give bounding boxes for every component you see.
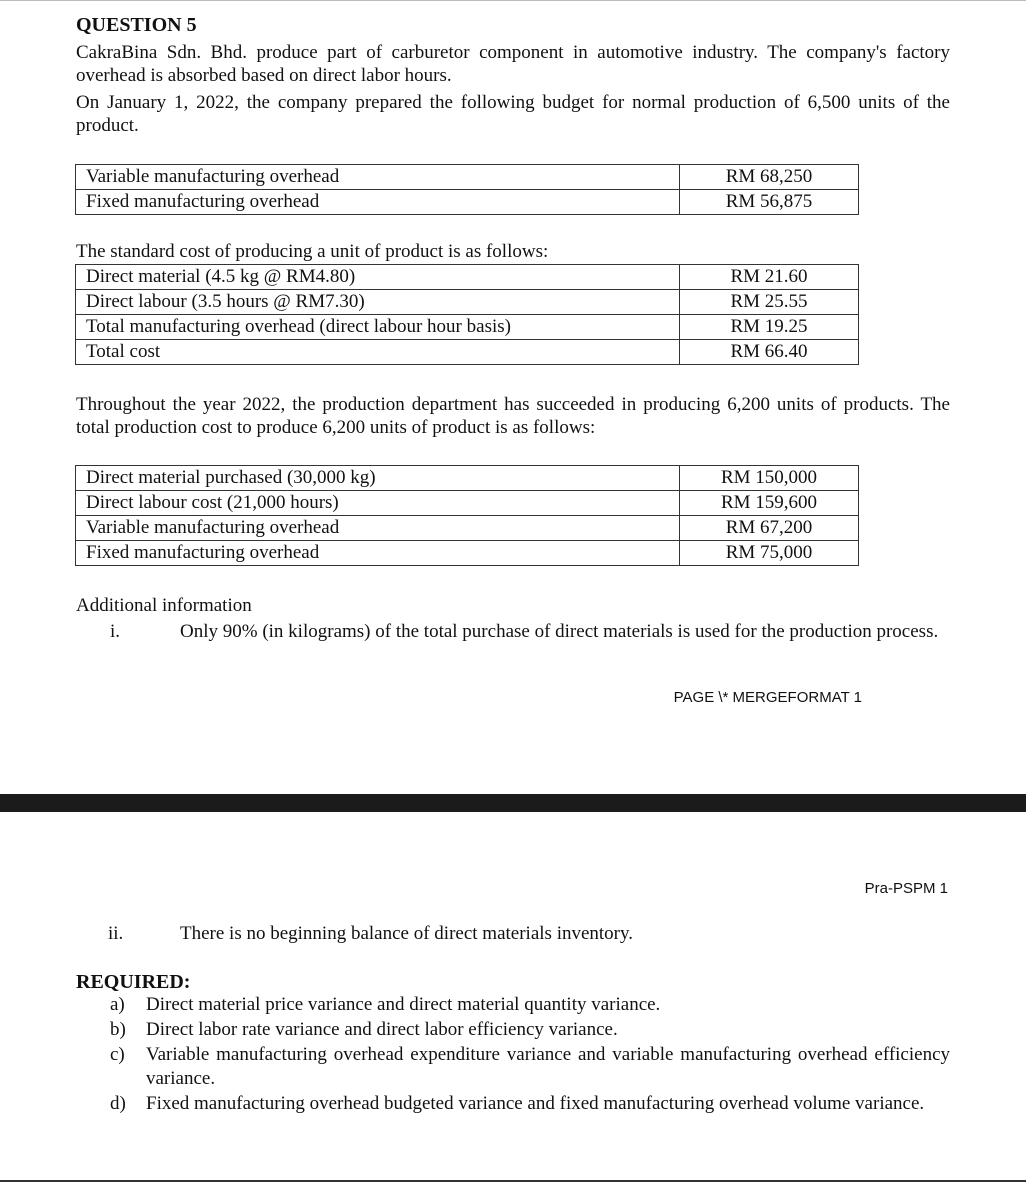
table-row: [76, 290, 859, 315]
standard-cost-caption: The standard cost of producing a unit of product is as follows:: [76, 241, 549, 262]
budget-paragraph: On January 1, 2022, the company prepared the following budget for normal production of 6,500 units of the product.: [76, 92, 950, 136]
item-number: i.: [110, 621, 121, 642]
table-row: [76, 165, 859, 190]
required-letter: b): [110, 1019, 126, 1040]
row-label: Direct material (4.5 kg @ RM4.80): [76, 265, 680, 290]
table-row: [76, 265, 859, 290]
question-title: QUESTION 5: [76, 14, 197, 36]
actual-cost-table: [75, 465, 859, 566]
required-letter: c): [110, 1044, 125, 1065]
row-value: RM 150,000: [680, 466, 859, 491]
row-value: RM 75,000: [680, 541, 859, 566]
additional-info-title: Additional information: [76, 595, 252, 616]
row-label: Direct material purchased (30,000 kg): [76, 466, 680, 491]
row-value: RM 19.25: [680, 315, 859, 340]
table-row: [76, 340, 859, 365]
table-row: [76, 541, 859, 566]
row-label: Total cost: [76, 340, 680, 365]
row-label: Variable manufacturing overhead: [76, 516, 680, 541]
standard-cost-table: [75, 264, 859, 365]
required-item: Direct labor rate variance and direct labor efficiency variance.: [146, 1019, 618, 1040]
required-item: Direct material price variance and direct material quantity variance.: [146, 994, 661, 1015]
page-divider: [0, 794, 1026, 812]
page-footer: PAGE \* MERGEFORMAT 1: [673, 689, 862, 706]
item-number: ii.: [108, 923, 124, 944]
row-value: RM 25.55: [680, 290, 859, 315]
intro-paragraph: CakraBina Sdn. Bhd. produce part of carburetor component in automotive industry. The company's factory overhead is absorbed based on direct labor hours.: [76, 42, 950, 86]
required-letter: d): [110, 1093, 126, 1114]
page-header: Pra-PSPM 1: [864, 880, 948, 897]
row-label: Direct labour (3.5 hours @ RM7.30): [76, 290, 680, 315]
row-label: Variable manufacturing overhead: [76, 165, 680, 190]
row-value: RM 21.60: [680, 265, 859, 290]
required-title: REQUIRED:: [76, 971, 191, 993]
required-item: Fixed manufacturing overhead budgeted variance and fixed manufacturing overhead volume variance.: [146, 1093, 925, 1114]
row-value: RM 56,875: [680, 190, 859, 215]
row-value: RM 67,200: [680, 516, 859, 541]
item-text: There is no beginning balance of direct materials inventory.: [180, 923, 634, 944]
table-row: [76, 466, 859, 491]
required-letter: a): [110, 994, 125, 1015]
item-text: Only 90% (in kilograms) of the total purchase of direct materials is used for the production process.: [180, 621, 939, 642]
table-row: [76, 516, 859, 541]
row-label: Fixed manufacturing overhead: [76, 190, 680, 215]
document-page-2: [0, 812, 1026, 1182]
actual-production-paragraph: Throughout the year 2022, the production department has succeeded in producing 6,200 units of products. The total production cost to produce 6,200 units of product is as follows:: [76, 394, 950, 438]
row-label: Direct labour cost (21,000 hours): [76, 491, 680, 516]
row-value: RM 159,600: [680, 491, 859, 516]
row-label: Total manufacturing overhead (direct labour hour basis): [76, 315, 680, 340]
row-value: RM 68,250: [680, 165, 859, 190]
budget-table: [75, 164, 859, 215]
table-row: [76, 491, 859, 516]
table-row: [76, 315, 859, 340]
row-value: RM 66.40: [680, 340, 859, 365]
required-item: Variable manufacturing overhead expenditure variance and variable manufacturing overhead efficiency variance.: [146, 1044, 950, 1089]
table-row: [76, 190, 859, 215]
row-label: Fixed manufacturing overhead: [76, 541, 680, 566]
